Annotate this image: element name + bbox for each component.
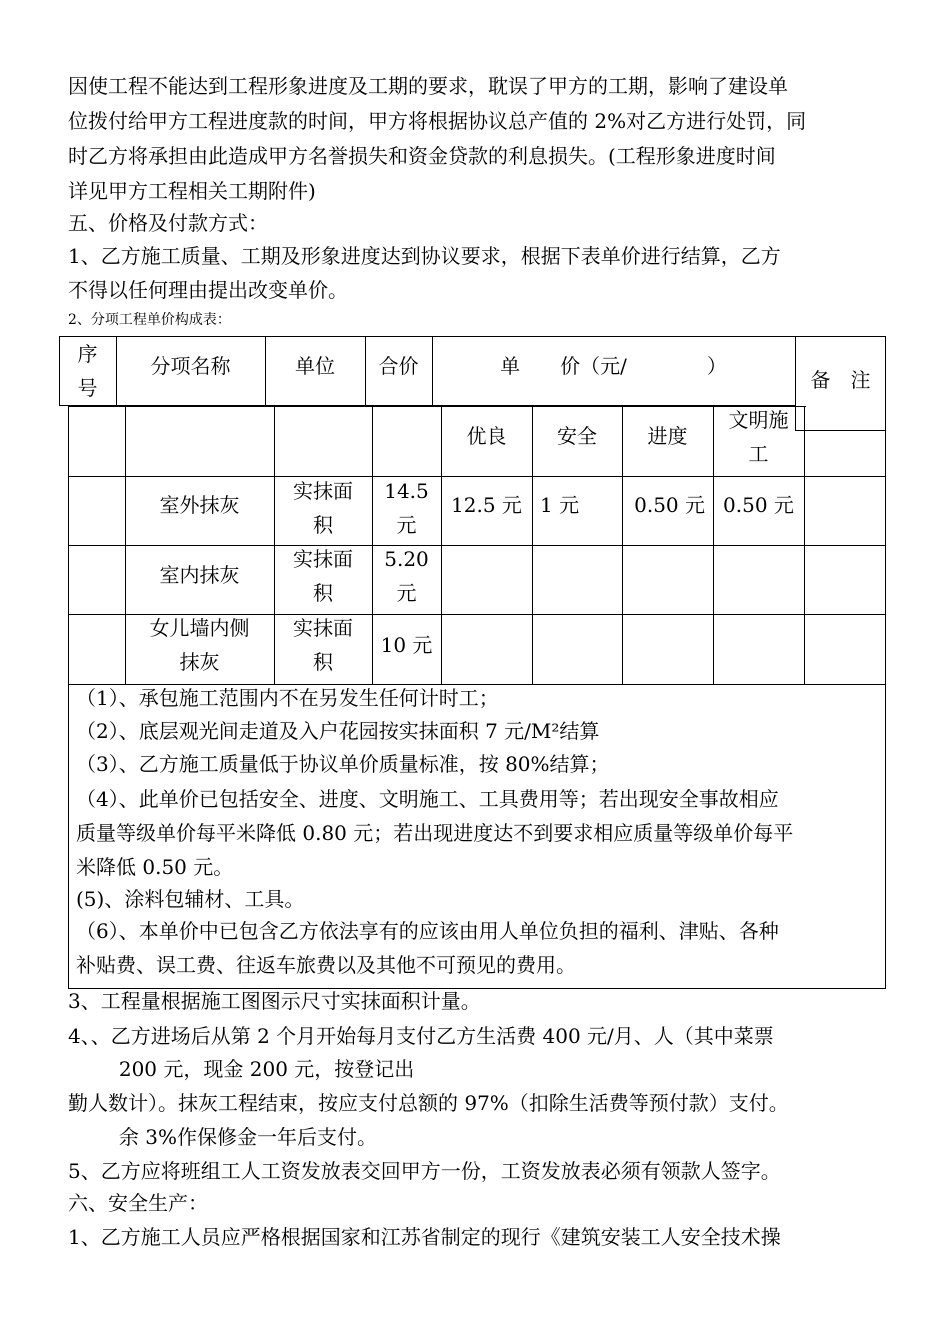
- note-6-line-1: （6）、本单价中已包含乙方依法享有的应该由用人单位负担的福利、津贴、各种: [76, 919, 779, 943]
- row-excellent: 12.5 元: [451, 492, 522, 517]
- row-unit: 实抹面 积: [293, 546, 353, 605]
- row-safety: 1 元: [540, 492, 580, 517]
- row-progress: 0.50 元: [634, 492, 705, 517]
- subheader-safety: 安全: [557, 424, 597, 448]
- item4-line-1: 4、、乙方进场后从第 2 个月开始每月支付乙方生活费 400 元/月、人（其中菜票: [68, 1024, 774, 1048]
- row-seq: [68, 545, 125, 614]
- row-civil: [713, 614, 804, 684]
- row-name: 室外抹灰: [159, 492, 240, 517]
- note-2: （2）、底层观光间走道及入户花园按实抹面积 7 元/M²结算: [76, 719, 600, 743]
- header-total: 合价: [378, 354, 419, 378]
- row-civil: 0.50 元: [723, 492, 794, 517]
- row-name: 室内抹灰: [159, 563, 240, 587]
- note-5: (5)、涂料包辅材、工具。: [76, 887, 305, 911]
- item1-line-1: 1、乙方施工质量、工期及形象进度达到协议要求，根据下表单价进行结算，乙方: [68, 244, 781, 268]
- header-unit: 单位: [295, 354, 335, 378]
- subheader-progress: 进度: [647, 424, 688, 448]
- row-unit: 实抹面 积: [293, 478, 353, 537]
- item4-line-4: 余 3%作保修金一年后支付。: [68, 1125, 377, 1149]
- subheader-excellent: 优良: [466, 424, 507, 448]
- row-progress: [622, 614, 713, 684]
- note-4-line-1: （4）、此单价已包括安全、进度、文明施工、工具费用等；若出现安全事故相应: [76, 787, 779, 811]
- row-unit: 实抹面 积: [293, 616, 353, 674]
- row-remark: [804, 476, 885, 545]
- section6-item1: 1、乙方施工人员应严格根据国家和江苏省制定的现行《建筑安装工人安全技术操: [68, 1225, 781, 1249]
- item5: 5、乙方应将班组工人工资发放表交回甲方一份，工资发放表必须有领款人签字。: [68, 1159, 781, 1183]
- item1-line-2: 不得以任何理由提出改变单价。: [68, 278, 348, 302]
- intro-line-3: 时乙方将承担由此造成甲方名誉损失和资金贷款的利息损失。(工程形象进度时间: [68, 144, 776, 168]
- intro-line-4: 详见甲方工程相关工期附件): [68, 179, 316, 203]
- row-safety: [532, 545, 622, 614]
- header-unit-price: 单 价（元/ ）: [500, 354, 727, 378]
- item2-caption: 2、分项工程单价构成表：: [68, 312, 231, 328]
- row-total: 5.20 元: [384, 546, 429, 605]
- row-total: 14.5 元: [384, 478, 429, 537]
- item4-line-3: 勤人数计）。抹灰工程结束，按应支付总额的 97%（扣除生活费等预付款）支付。: [68, 1091, 789, 1115]
- row-safety: [532, 614, 622, 684]
- row-remark: [804, 614, 885, 684]
- header-name: 分项名称: [150, 354, 231, 378]
- row-progress: [622, 545, 713, 614]
- row-excellent: [441, 545, 532, 614]
- row-excellent: [441, 614, 532, 684]
- header-remark: 备 注: [810, 368, 871, 392]
- row-seq: [68, 476, 125, 545]
- row-name: 女儿墙内侧 抹灰: [149, 616, 250, 674]
- subheader-civil: 文明施 工: [728, 408, 789, 466]
- intro-line-1: 因使工程不能达到工程形象进度及工期的要求，耽误了甲方的工期，影响了建设单: [68, 74, 788, 98]
- intro-line-2: 位拨付给甲方工程进度款的时间，甲方将根据协议总产值的 2%对乙方进行处罚，同: [68, 109, 807, 133]
- row-seq: [68, 614, 125, 684]
- row-civil: [713, 545, 804, 614]
- note-4-line-3: 米降低 0.50 元。: [76, 855, 234, 879]
- note-3: （3）、乙方施工质量低于协议单价质量标准，按 80%结算；: [76, 752, 610, 776]
- note-6-line-2: 补贴费、误工费、往返车旅费以及其他不可预见的费用。: [76, 953, 576, 977]
- row-remark: [804, 545, 885, 614]
- header-seq: 序 号: [77, 342, 98, 400]
- note-1: （1）、承包施工范围内不在另发生任何计时工；: [76, 686, 499, 710]
- note-4-line-2: 质量等级单价每平米降低 0.80 元；若出现进度达不到要求相应质量等级单价每平: [76, 821, 794, 845]
- item4-line-2: 200 元，现金 200 元，按登记出: [68, 1057, 415, 1081]
- item3: 3、工程量根据施工图图示尺寸实抹面积计量。: [68, 989, 481, 1013]
- section5-title: 五、价格及付款方式：: [68, 211, 268, 235]
- row-total: 10 元: [380, 633, 433, 657]
- section6-title: 六、安全生产：: [68, 1191, 208, 1215]
